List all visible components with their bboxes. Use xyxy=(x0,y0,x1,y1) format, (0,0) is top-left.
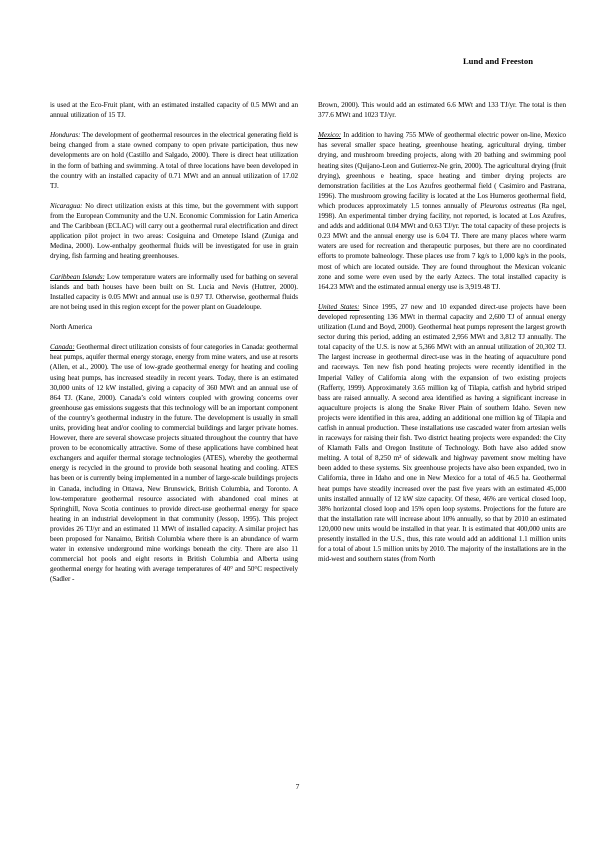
page-number: 7 xyxy=(295,782,300,791)
mexico-text: In addition to having 755 MWe of geothermal electric power on-line, Mexico has several smaller space heating, greenhouse heating, agricultural drying, timber drying, and mushroom breeding projects, along with 20 bathing and swimming pool heating sites (Quijano-Leon and Gutierrez-Ne grin, 2000). The agricultural drying (fruit drying), greenhous e heating, space heating and timber drying projects are demonstration facilities at the Los Azufres geothermal field ( Casimiro and Pastrana, 1996). The mushroom growing facility is located at the Los Humeros geothermal field, which produces approximately 1.5 tonnes annually of xyxy=(318,131,566,210)
caribbean-text: Low temperature waters are informally used for bathing on several islands and bath houses have been built on St. Lucia and Nevis (Huttrer, 2000). Installed capacity is 0.05 MWt and annual use is 0.97 TJ. Otherwise, geothermal fluids are not being used in this region except for the power plant on Guadeloupe. xyxy=(50,272,298,311)
nicaragua-label: Nicaragua: xyxy=(50,201,83,210)
caribbean-label: Caribbean Islands: xyxy=(50,272,105,281)
left-column xyxy=(50,100,298,585)
nicaragua-paragraph xyxy=(50,201,298,262)
honduras-label: Honduras: xyxy=(50,131,81,140)
mexico-label: Mexico: xyxy=(318,131,342,140)
running-header: Lund and Freeston xyxy=(462,56,533,66)
eco-fruit-paragraph: is used at the Eco-Fruit plant, with an estimated installed capacity of 0.5 MWt and an annual utilization of 15 TJ. xyxy=(50,101,298,120)
canada-text: Geothermal direct utilization consists of four categories in Canada: geothermal heat pumps, aquifer thermal energy storage, energy from mine waters, and use at resorts (Allen, et al., 2000). The use of low-grade geothermal energy for heating and cooling using heat pumps, has increased steadily in recent years. Today, there is an estimated 30,000 units of 12 kW installed, giving a capacity of 360 MWt and an annual use of 864 TJ. (Kane, 2000). Canada’s cold winters coupled with growing concerns over greenhouse gas emissions suggests that this technology will be an important component of the country’s geothermal industry in the future. The development is usually in small units, providing heat and/or cooling to commercial buildings and larger private homes. However, there are several showcase projects situated throughout the country that have proven to be economically attractive. Some of these applications have combined heat exchangers and aquifer thermal storage technologies (ATES), whereby the geothermal energy is recycled in the ground to provide both seasonal heating and cooling. ATES has been or is currently being implemented in a number of large-scale buildings projects in Canada, including in Ottawa, New Brunswick, British Columbia, and Toronto. A low-temperature geothermal resource associated with abandoned coal mines at Springhill, Nova Scotia continues to provide direct-use geothermal energy for space heating in an industrial development in that community (Jessop, 1995). This project provides 26 TJ/yr and an estimated 11 MWt of installed capacity. A similar project has been proposed for Nanaimo, British Columbia where there is an abundance of warm water in extensive underground mine workings beneath the city. There are also 11 commercial hot pools and eight resorts in British Columbia and Alberta using geothermal energy for heating with average temperatures of 40° and 50°C respectively (Sadler - xyxy=(50,343,298,584)
sadler-brown-paragraph: Brown, 2000). This would add an estimated 6.6 MWt and 133 TJ/yr. The total is then 377.6 MWt and 1023 TJ/yr. xyxy=(318,101,566,120)
honduras-text: The development of geothermal resources in the electrical generating field is being changed from a state owned company to open private participation, thus new developments are on hold (Castillo and Salgado, 2000). There is direct heat utilization in the form of bathing and swimming. A total of three locations have been developed in the country with an installed capacity of 0.71 MWt and an annual utilization of 17.02 TJ. xyxy=(50,131,299,190)
nicaragua-text: No direct utilization exists at this time, but the government with support from the European Community and the U.N. Economic Commission for Latin America and The Caribbean (ECLAC) will carry out a geothermal rural electrification and direct application pilot project in two areas: Cosiguina and Ometepe Island (Zuniga and Medina, 2000). Low-enthalpy geothermal fluids will be investigated for use in grain drying, fish farming and heating greenhouses. xyxy=(50,201,298,261)
united-states-text: Since 1995, 27 new and 10 expanded direct-use projects have been developed representing 136 MWt in thermal capacity and 2,600 TJ of annual energy utilization (Lund and Boyd, 2000). Geothermal heat pumps represent the largest growth sector during this period, adding an estimated 2,956 MWt and 3,812 TJ annually. The total capacity of the U.S. is now at 5,366 MWt with an annual utilization of 20,302 TJ. The largest increase in geothermal direct-use was in the heating of aquaculture pond and raceways. Ten new fish pond heating projects were recently identified in the Imperial Valley of California along with the expansion of two existing projects (Rafferty, 1999). Approximately 3.65 million kg of Tilapia, catfish and hybrid striped bass are raised annually. A second area identified as having a significant increase in aquaculture projects is along the Snake River Plain of southern Idaho. Seven new projects were identified in this area, adding an additional one million kg of Tilapia and catfish in annual production. These installations use cascaded water from artesian wells in raceways for raising their fish. Two district heating projects were expanded: the City of Klamath Falls and Oregon Institute of Technology. Both have also added snow melting. A total of 8,250 m² of sidewalk and highway pavement snow melting have been added to these systems. Six greenhouse projects have also been expanded, two in California, three in Idaho and one in New Mexico for a total of 46.5 ha. Geothermal heat pumps have steadily increased over the past five years with an estimated 45,000 units installed annually of 12 kW size capacity. Of these, 46% are vertical closed loop, 38% horizontal closed loop and 15% open loop systems. Projections for the future are that the installation rate will increase about 10% annually, so that by 2010 an estimated 120,000 new units would be installed in that year. It is estimated that 400,000 units are presently installed in the U.S., thus, this rate would add an additional 1.1 million units for a total of about 1.5 million units by 2010. The majority of the installations are in the mid-west and southern states (from North xyxy=(318,302,566,564)
right-column xyxy=(318,100,566,564)
species-name: Pleurotus ostreatus xyxy=(480,201,536,210)
canada-paragraph xyxy=(50,342,298,584)
united-states-paragraph xyxy=(318,302,566,564)
mexico-text-cont: (Ra ngel, 1998). An experimental timber drying facility, not reported, is located at Los Azufres, and adds and additional 0.04 MWt and 0.63 TJ/yr. The total capacity of these projects is 0.23 MWt and the annual energy use is 6.04 TJ. There are many places where warm waters are used for recreation and therapeutic purposes, but there are no coordinated efforts to promote balneology. These places use from 7 kg/s to 1,000 kg/s in the pools, most of which are located outside. They are found throughout the Mexican volcanic zone and some were even used by the early Aztecs. The total installed capacity is 164.23 MWt and the estimated annual energy use is 3,919.48 TJ. xyxy=(318,201,566,291)
caribbean-paragraph xyxy=(50,272,298,312)
canada-label: Canada: xyxy=(50,343,75,352)
section-heading-north-america: North America xyxy=(50,323,92,332)
honduras-paragraph xyxy=(50,130,298,191)
united-states-label: United States: xyxy=(318,302,360,311)
mexico-paragraph xyxy=(318,130,566,292)
